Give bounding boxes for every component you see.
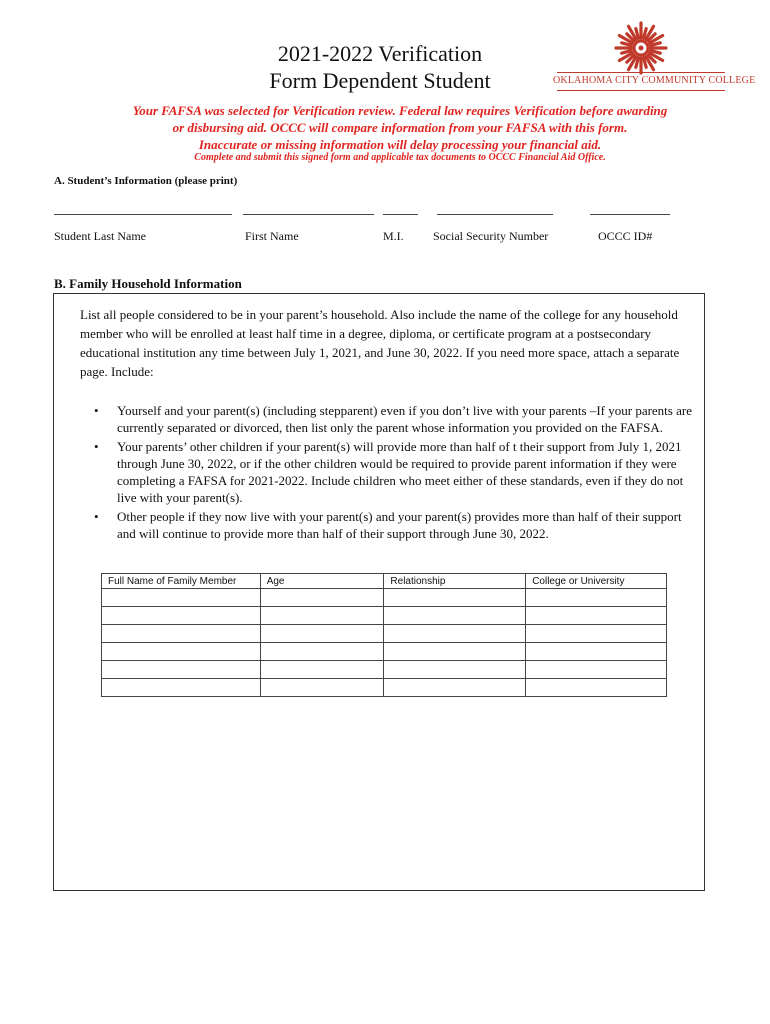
name-cell[interactable] (102, 625, 261, 643)
college-logo (553, 20, 756, 100)
list-item-text: Your parents’ other children if your parent(s) will provide more than half of t their support from July 1, 2021 through June 30, 2022, or if the other children would be required to provide parent information if they were completing a FAFSA for 2021-2022. Include children who meet either of these standards, even if they do not live with your parent(s). (117, 439, 684, 505)
name-cell[interactable] (102, 661, 261, 679)
table-row (102, 589, 667, 607)
age-cell[interactable] (260, 625, 384, 643)
last-name-label: Student Last Name (54, 229, 146, 243)
family-members-table (101, 573, 667, 697)
college-cell[interactable] (526, 679, 667, 697)
notice-line-1: Your FAFSA was selected for Verification review. Federal law requires Verification before awarding (132, 103, 668, 118)
table-row (102, 625, 667, 643)
college-cell[interactable] (526, 625, 667, 643)
section-a-heading: A. Student’s Information (please print) (54, 175, 238, 187)
college-cell[interactable] (526, 643, 667, 661)
college-cell[interactable] (526, 607, 667, 625)
age-cell[interactable] (260, 643, 384, 661)
first-name-label: First Name (245, 229, 299, 243)
list-item (80, 508, 700, 542)
relationship-cell[interactable] (384, 661, 526, 679)
household-intro: List all people considered to be in your parent’s household. Also include the name of the college for any household member who will be enrolled at least half time in a degree, diploma, or certificate program at a postsecondary educational institution any time between July 1, 2021, and June 30, 2022. If you need more space, attach a separate page. Include: (80, 307, 680, 379)
table-row (102, 679, 667, 697)
mi-field[interactable] (383, 214, 418, 215)
age-cell[interactable] (260, 607, 384, 625)
relationship-cell[interactable] (384, 679, 526, 697)
college-cell[interactable] (526, 661, 667, 679)
col-full-name: Full Name of Family Member (102, 574, 261, 589)
name-cell[interactable] (102, 679, 261, 697)
bullet-dot-icon: • (94, 509, 99, 524)
bullet-dot-icon: • (94, 403, 99, 418)
first-name-field[interactable] (243, 214, 374, 215)
age-cell[interactable] (260, 661, 384, 679)
table-row (102, 607, 667, 625)
ssn-label: Social Security Number (433, 229, 549, 243)
col-relationship: Relationship (384, 574, 526, 589)
table-row (102, 643, 667, 661)
list-item-text: Other people if they now live with your parent(s) and your parent(s) provides more than half of their support and will continue to provide more than half of their support through June 30, 2022. (117, 509, 682, 541)
col-college: College or University (526, 574, 667, 589)
college-cell[interactable] (526, 589, 667, 607)
name-cell[interactable] (102, 643, 261, 661)
submit-instructions: Complete and submit this signed form and applicable tax documents to OCCC Financial Aid Office. (194, 152, 606, 163)
list-item (80, 438, 700, 506)
mi-label: M.I. (383, 229, 404, 243)
section-b-heading: B. Family Household Information (54, 276, 242, 291)
ssn-field[interactable] (437, 214, 553, 215)
table-header-row (102, 574, 667, 589)
age-cell[interactable] (260, 679, 384, 697)
age-cell[interactable] (260, 589, 384, 607)
occc-id-label: OCCC ID# (598, 229, 653, 243)
logo-text: OKLAHOMA CITY COMMUNITY COLLEGE (553, 75, 756, 86)
last-name-field[interactable] (54, 214, 232, 215)
logo-rule-bottom (557, 90, 725, 91)
relationship-cell[interactable] (384, 625, 526, 643)
relationship-cell[interactable] (384, 607, 526, 625)
occc-id-field[interactable] (590, 214, 670, 215)
name-cell[interactable] (102, 607, 261, 625)
notice-line-2: or disbursing aid. OCCC will compare information from your FAFSA with this form. (172, 120, 628, 135)
relationship-cell[interactable] (384, 643, 526, 661)
list-item-text: Yourself and your parent(s) (including stepparent) even if you don’t live with your parents –If your parents are currently separated or divorced, then list only the parent whose information you provided on the FAFSA. (117, 403, 692, 435)
bullet-dot-icon: • (94, 439, 99, 454)
verification-notice (100, 102, 700, 153)
list-item (80, 402, 700, 436)
include-list (80, 402, 700, 544)
title-line-2: Form Dependent Student (269, 68, 491, 93)
notice-line-3: Inaccurate or missing information will delay processing your financial aid. (198, 137, 602, 152)
logo-rule-top (557, 72, 725, 73)
title-line-1: 2021-2022 Verification (277, 41, 483, 66)
relationship-cell[interactable] (384, 589, 526, 607)
col-age: Age (260, 574, 384, 589)
form-title (240, 40, 520, 94)
sunburst-logo-icon (553, 20, 729, 76)
table-row (102, 661, 667, 679)
name-cell[interactable] (102, 589, 261, 607)
